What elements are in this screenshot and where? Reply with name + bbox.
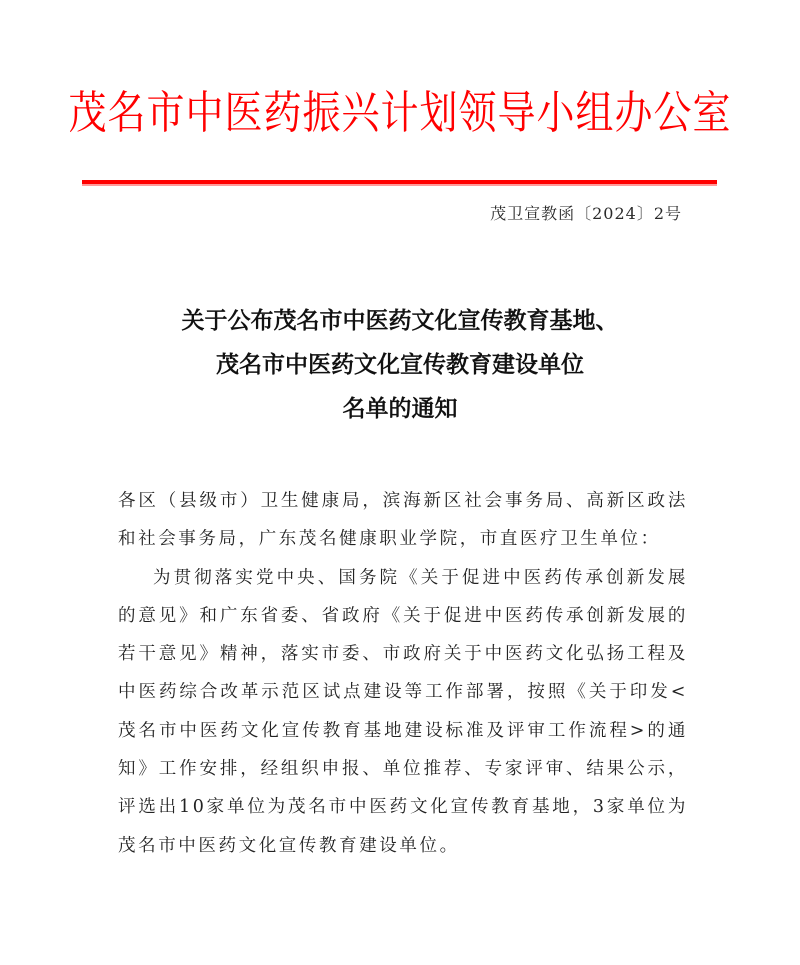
notice-title [0,299,800,431]
addressee: 各区（县级市）卫生健康局，滨海新区社会事务局、高新区政法和社会事务局，广东茂名健康职业学院，市直医疗卫生单位： [118,491,688,550]
red-divider-line [82,180,717,184]
title-line-2: 茂名市中医药文化宣传教育建设单位 [216,351,584,378]
title-line-3: 名单的通知 [342,395,458,422]
document-number: 茂卫宣教函〔2024〕2号 [490,204,682,223]
title-line-1: 关于公布茂名市中医药文化宣传教育基地、 [181,307,619,334]
body-paragraph: 为贯彻落实党中央、国务院《关于促进中医药传承创新发展的意见》和广东省委、省政府《关于促进中医药传承创新发展的若干意见》精神，落实市委、市政府关于中医药文化弘扬工程及中医药综合改革示范区试点建设等工作部署，按照《关于印发<茂名市中医药文化宣传教育基地建设标准及评审工作流程>的通知》工作安排，经组织申报、单位推荐、专家评审、结果公示，评选出10家单位为茂名市中医药文化宣传教育基地，3家单位为茂名市中医药文化宣传教育建设单位。 [118,567,688,856]
document-body [118,482,688,865]
letterhead-title: 茂名市中医药振兴计划领导小组办公室 [68,86,732,139]
